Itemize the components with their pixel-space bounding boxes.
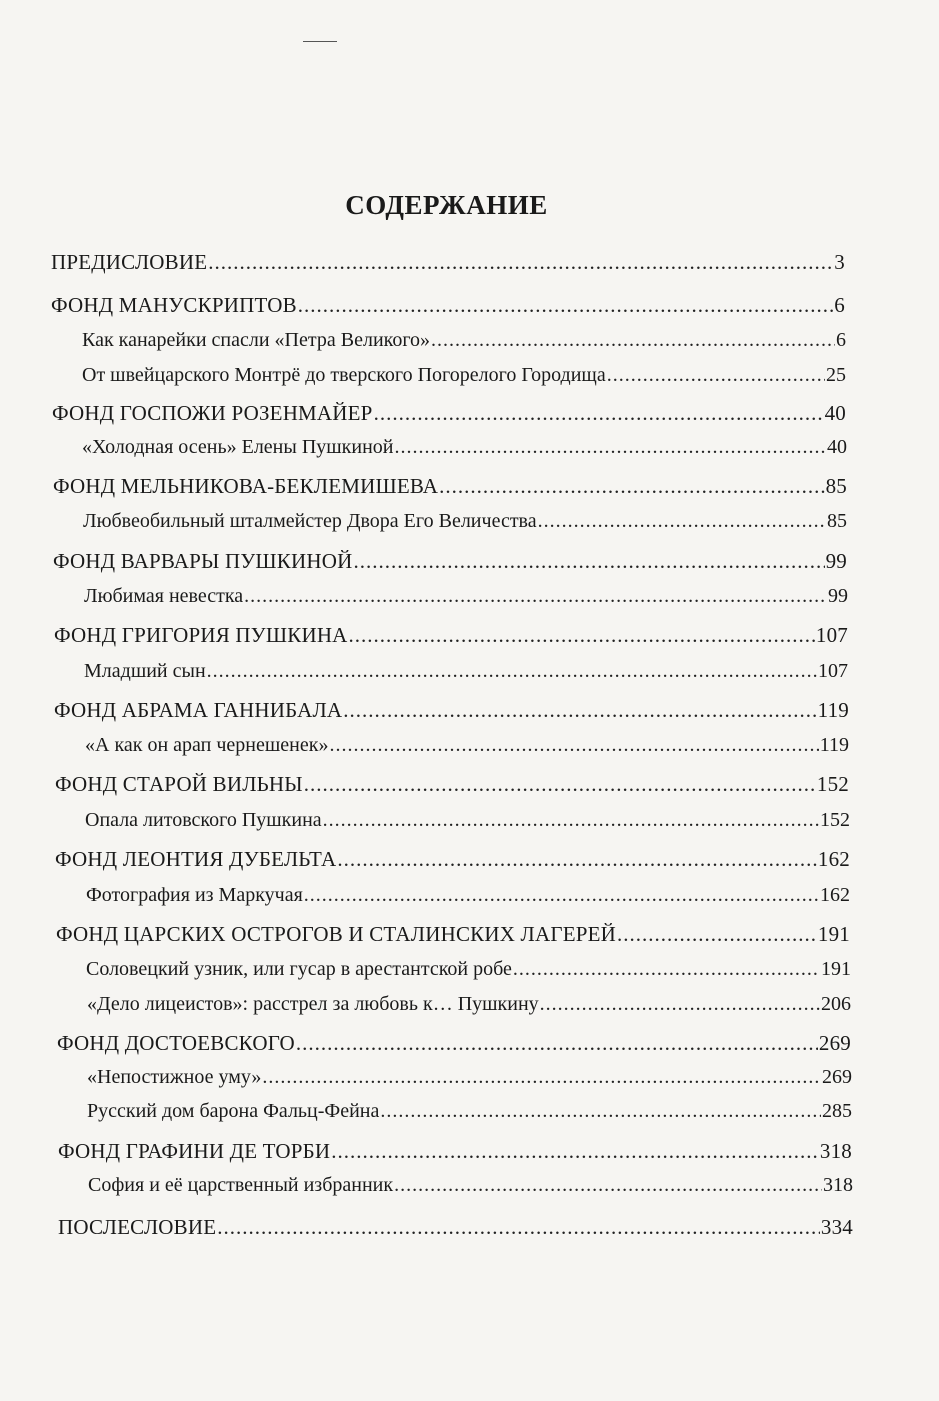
toc-entry — [87, 993, 851, 1016]
toc-entry-label: ФОНД МЕЛЬНИКОВА-БЕКЛЕМИШЕВА — [53, 474, 439, 498]
toc-entry — [54, 698, 849, 723]
page-title: СОДЕРЖАНИЕ — [345, 190, 548, 220]
toc-leader-dots — [394, 1174, 822, 1197]
toc-leader-dots — [617, 922, 817, 947]
toc-entry-label: Соловецкий узник, или гусар в арестантской робе — [86, 958, 512, 980]
toc-entry-label: «Холодная осень» Елены Пушкиной — [82, 436, 394, 458]
toc-entry-label: «Непостижное уму» — [87, 1066, 262, 1088]
toc-entry-page: 318 — [819, 1139, 852, 1163]
toc-leader-dots — [349, 623, 815, 648]
toc-entry-page: 3 — [834, 250, 845, 274]
toc-entry — [82, 436, 847, 459]
toc-entry-page: 85 — [827, 510, 847, 532]
toc-entry-label: ПРЕДИСЛОВИЕ — [51, 250, 208, 274]
toc-entry — [56, 922, 850, 947]
toc-entry-label: ФОНД ГОСПОЖИ РОЗЕНМАЙЕР — [52, 401, 373, 425]
toc-entry-label: ФОНД ВАРВАРЫ ПУШКИНОЙ — [53, 549, 353, 573]
toc-entry-label: ФОНД МАНУСКРИПТОВ — [51, 293, 297, 317]
toc-entry — [58, 1215, 853, 1240]
toc-entry-page: 269 — [822, 1066, 852, 1088]
toc-leader-dots — [353, 549, 824, 574]
toc-entry-page: 6 — [836, 329, 846, 351]
toc-entry-label: ФОНД ГРИГОРИЯ ПУШКИНА — [54, 623, 348, 647]
toc-entry — [82, 364, 846, 387]
toc-entry — [85, 734, 849, 757]
toc-entry — [86, 958, 851, 981]
toc-entry-page: 25 — [826, 364, 846, 386]
toc-entry — [85, 809, 850, 832]
toc-leader-dots — [394, 436, 826, 459]
toc-leader-dots — [217, 1215, 820, 1240]
toc-entry — [84, 585, 848, 608]
toc-leader-dots — [431, 329, 835, 352]
toc-entry-page: 152 — [816, 772, 849, 796]
toc-entry-label: «Дело лицеистов»: расстрел за любовь к… Пушкину — [87, 993, 539, 1015]
toc-entry-label: Любвеобильный шталмейстер Двора Его Величества — [83, 510, 537, 532]
toc-entry — [54, 623, 848, 648]
toc-entry — [58, 1139, 852, 1164]
toc-entry-label: От швейцарского Монтрё до тверского Погорелого Городища — [82, 364, 606, 386]
toc-entry-page: 99 — [825, 549, 847, 573]
toc-entry — [51, 293, 845, 318]
toc-entry-page: 162 — [817, 847, 850, 871]
toc-leader-dots — [304, 884, 819, 907]
toc-entry — [87, 1066, 852, 1089]
toc-entry — [53, 549, 847, 574]
toc-entry — [52, 401, 846, 426]
toc-entry-label: «А как он арап чернешенек» — [85, 734, 329, 756]
toc-entry-page: 40 — [824, 401, 846, 425]
toc-entry — [84, 660, 848, 683]
toc-entry-label: Опала литовского Пушкина — [85, 809, 322, 831]
toc-entry-label: ФОНД ЦАРСКИХ ОСТРОГОВ И СТАЛИНСКИХ ЛАГЕРЕЙ — [56, 922, 616, 946]
toc-leader-dots — [244, 585, 827, 608]
toc-leader-dots — [343, 698, 816, 723]
toc-entry-label: Любимая невестка — [84, 585, 244, 607]
toc-leader-dots — [331, 1139, 819, 1164]
toc-entry — [55, 847, 850, 872]
toc-leader-dots — [296, 1031, 818, 1056]
toc-leader-dots — [304, 772, 816, 797]
toc-leader-dots — [374, 401, 824, 426]
toc-entry — [51, 250, 845, 275]
toc-entry-label: ФОНД ЛЕОНТИЯ ДУБЕЛЬТА — [55, 847, 337, 871]
toc-leader-dots — [337, 847, 817, 872]
toc-entry-page: 85 — [825, 474, 847, 498]
toc-leader-dots — [439, 474, 824, 499]
toc-entry — [55, 772, 849, 797]
toc-leader-dots — [540, 993, 820, 1016]
toc-entry — [83, 510, 847, 533]
toc-entry-page: 191 — [821, 958, 851, 980]
toc-entry-label: ФОНД АБРАМА ГАННИБАЛА — [54, 698, 343, 722]
toc-entry-page: 40 — [827, 436, 847, 458]
toc-entry-label: ФОНД ДОСТОЕВСКОГО — [57, 1031, 295, 1055]
toc-leader-dots — [208, 250, 833, 275]
toc-entry-label: Младший сын — [84, 660, 206, 682]
toc-entry-page: 206 — [821, 993, 851, 1015]
toc-leader-dots — [298, 293, 834, 318]
toc-entry-page: 119 — [817, 698, 849, 722]
toc-entry-page: 269 — [818, 1031, 851, 1055]
toc-entry-page: 285 — [822, 1100, 852, 1122]
toc-entry-label: ФОНД СТАРОЙ ВИЛЬНЫ — [55, 772, 303, 796]
toc-entry-page: 191 — [817, 922, 850, 946]
toc-leader-dots — [380, 1100, 821, 1123]
toc-entry-page: 6 — [834, 293, 845, 317]
toc-entry — [86, 884, 850, 907]
toc-leader-dots — [262, 1066, 821, 1089]
toc-entry-label: Русский дом барона Фальц-Фейна — [87, 1100, 380, 1122]
toc-entry-page: 99 — [828, 585, 848, 607]
toc-entry-label: София и её царственный избранник — [88, 1174, 394, 1196]
toc-entry — [87, 1100, 852, 1123]
toc-entry-page: 107 — [818, 660, 848, 682]
toc-entry — [57, 1031, 851, 1056]
toc-entry-label: ПОСЛЕСЛОВИЕ — [58, 1215, 217, 1239]
toc-entry — [88, 1174, 853, 1197]
toc-entry — [82, 329, 846, 352]
toc-leader-dots — [329, 734, 818, 757]
toc-entry-page: 162 — [820, 884, 850, 906]
toc-entry-label: Фотография из Маркучая — [86, 884, 303, 906]
toc-entry-page: 152 — [820, 809, 850, 831]
toc-entry-page: 334 — [820, 1215, 853, 1239]
toc-leader-dots — [607, 364, 825, 387]
toc-leader-dots — [538, 510, 826, 533]
toc-entry-page: 318 — [823, 1174, 853, 1196]
toc-leader-dots — [323, 809, 819, 832]
toc-entry-label: Как канарейки спасли «Петра Великого» — [82, 329, 431, 351]
toc-entry-page: 119 — [819, 734, 849, 756]
toc-entry-label: ФОНД ГРАФИНИ ДЕ ТОРБИ — [58, 1139, 331, 1163]
toc-entry-page: 107 — [815, 623, 848, 647]
toc-entry — [53, 474, 847, 499]
toc-leader-dots — [207, 660, 817, 683]
toc-leader-dots — [513, 958, 820, 981]
